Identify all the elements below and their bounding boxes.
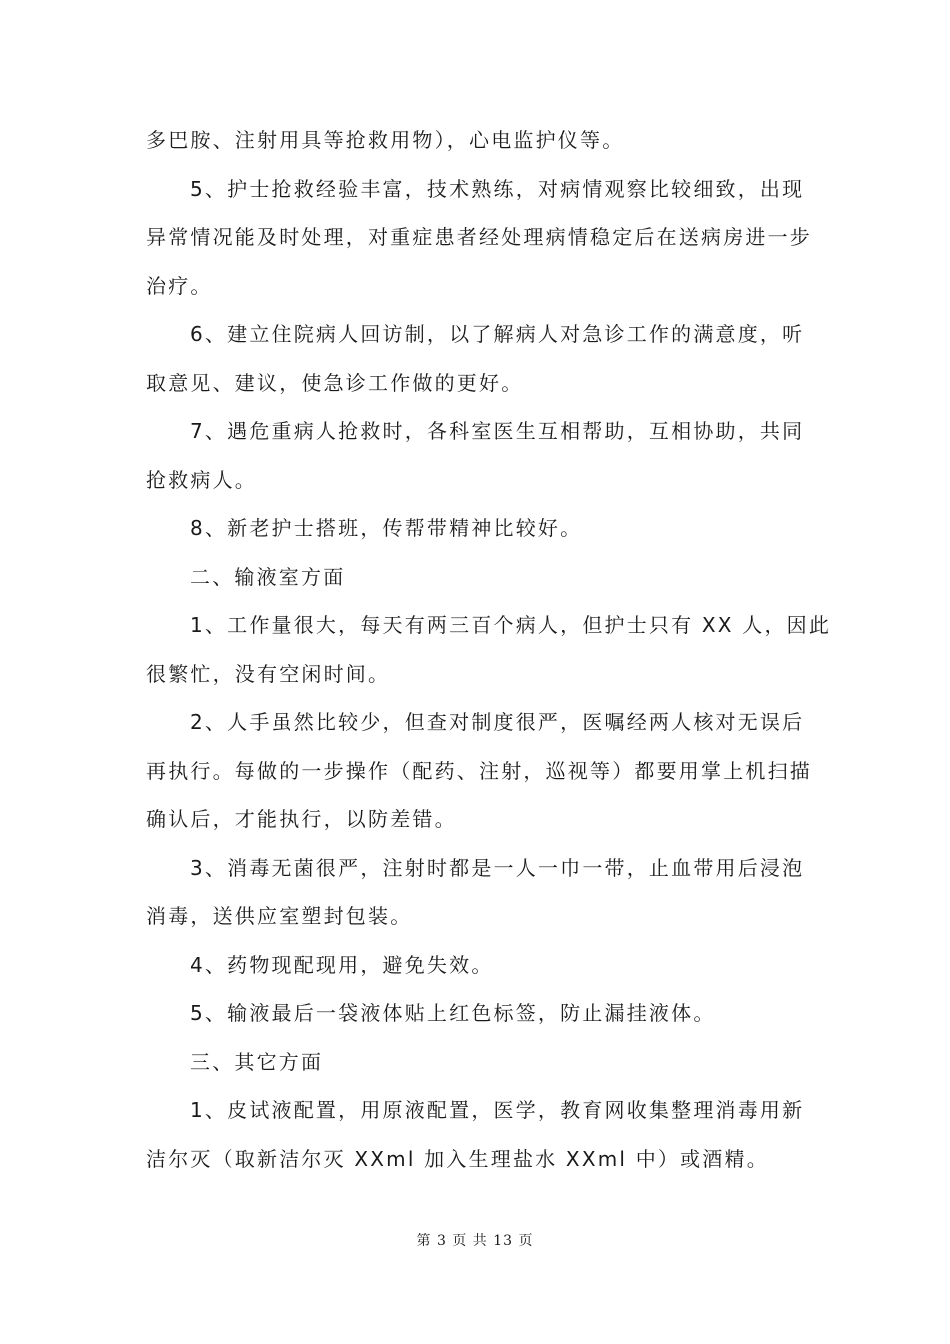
text-line: 1、工作量很大，每天有两三百个病人，但护士只有 XX 人，因此	[190, 613, 832, 637]
text-line: 再执行。每做的一步操作（配药、注射，巡视等）都要用掌上机扫描	[146, 758, 812, 783]
text-line: 5、护士抢救经验丰富，技术熟练，对病情观察比较细致，出现	[190, 176, 805, 201]
page-number-footer: 第 3 页 共 13 页	[416, 1233, 534, 1249]
text-line: 洁尔灭（取新洁尔灭 XXml 加入生理盐水 XXml 中）或酒精。	[146, 1146, 769, 1171]
text-line: 4、药物现配现用，避免失效。	[190, 952, 494, 977]
text-line: 异常情况能及时处理，对重症患者经处理病情稳定后在送病房进一步	[146, 225, 812, 249]
text-line: 抢救病人。	[146, 467, 257, 492]
text-line: 治疗。	[146, 273, 213, 298]
text-line: 6、建立住院病人回访制，以了解病人对急诊工作的满意度，听	[190, 322, 805, 346]
text-line: 消毒，送供应室塑封包装。	[146, 904, 413, 928]
document-body	[146, 116, 832, 1183]
text-line: 2、人手虽然比较少，但查对制度很严，医嘱经两人核对无误后	[190, 710, 805, 734]
text-line: 8、新老护士搭班，传帮带精神比较好。	[190, 516, 583, 540]
text-line: 1、皮试液配置，用原液配置，医学，教育网收集整理消毒用新	[190, 1098, 805, 1122]
section-heading: 二、输液室方面	[190, 564, 346, 589]
text-line: 3、消毒无菌很严，注射时都是一人一巾一带，止血带用后浸泡	[190, 855, 805, 880]
text-line: 取意见、建议，使急诊工作做的更好。	[146, 370, 524, 395]
text-line: 很繁忙，没有空闲时间。	[146, 661, 391, 686]
text-line: 7、遇危重病人抢救时，各科室医生互相帮助，互相协助，共同	[190, 419, 805, 443]
text-line: 确认后，才能执行，以防差错。	[146, 807, 457, 831]
section-heading: 三、其它方面	[190, 1049, 324, 1074]
text-line: 5、输液最后一袋液体贴上红色标签，防止漏挂液体。	[190, 1001, 716, 1025]
text-line: 多巴胺、注射用具等抢救用物），心电监护仪等。	[146, 128, 625, 152]
